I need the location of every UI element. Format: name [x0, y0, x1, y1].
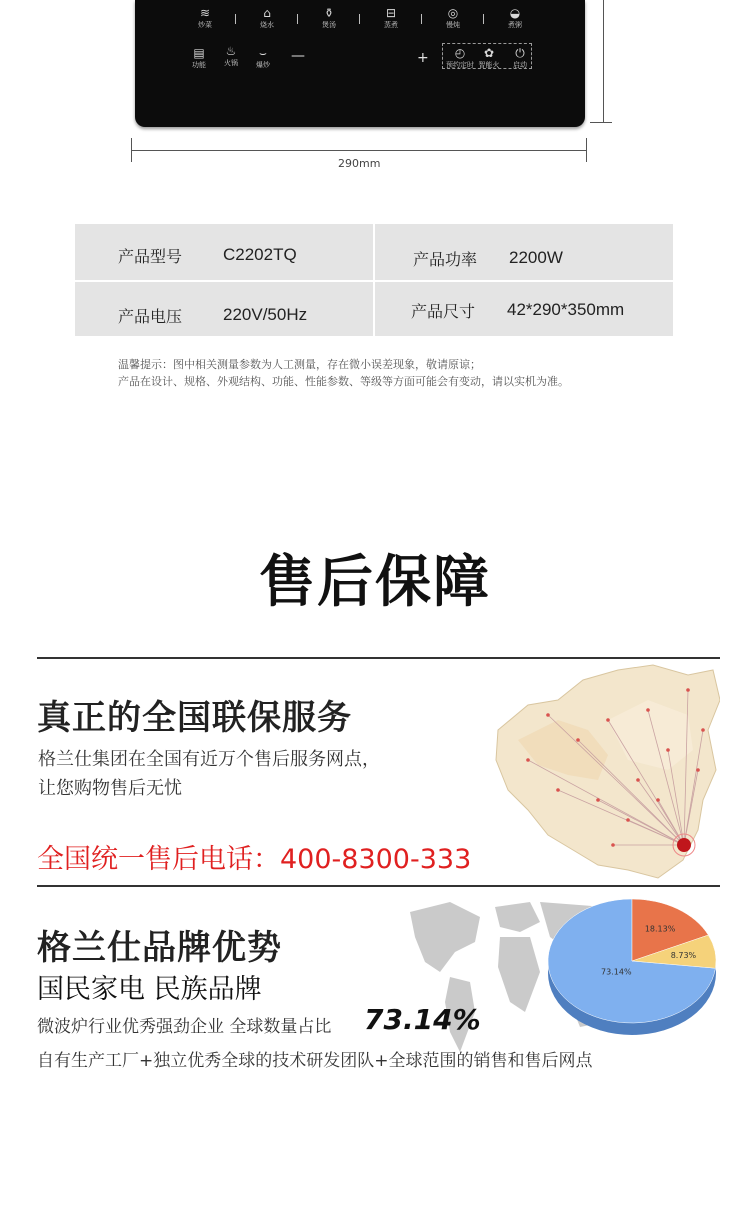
- hotpot-icon: ♨: [225, 44, 237, 58]
- height-dimension-tick: [590, 122, 612, 123]
- divider: [235, 14, 236, 24]
- control-boil-water: [247, 6, 287, 30]
- spec-value-model: C2202TQ: [223, 245, 297, 264]
- service-heading: 真正的全国联保服务: [37, 698, 352, 738]
- control-label: 蒸煮: [384, 21, 398, 29]
- control-stir-fry: [185, 6, 225, 30]
- function-icon: ▤: [193, 46, 205, 60]
- power-icon: ⏻: [515, 46, 525, 60]
- stew-icon: ◎: [447, 6, 459, 20]
- control-label: 功能: [192, 61, 206, 69]
- pie-slice-label: 73.14%: [601, 967, 632, 977]
- plus-button-label: +: [417, 50, 429, 66]
- spec-value-voltage: 220V/50Hz: [223, 305, 308, 324]
- brand-slogan: 国民家电 民族品牌: [37, 974, 262, 1005]
- top-divider: [37, 657, 720, 659]
- spec-label-power: 产品功率: [413, 250, 478, 269]
- control-label: 煮粥: [508, 21, 522, 29]
- brand-share-text: 微波炉行业优秀强劲企业 全球数量占比: [37, 1017, 332, 1037]
- divider: [359, 14, 360, 24]
- spec-label-model: 产品型号: [118, 247, 183, 266]
- control-soup: [309, 6, 349, 30]
- control-label: 火锅: [224, 59, 238, 67]
- brand-footer: 自有生产工厂+独立优秀全球的技术研发团队+全球范围的销售和售后网点: [37, 1051, 593, 1071]
- spec-value-size: 42*290*350mm: [507, 300, 625, 319]
- china-map-illustration: [488, 660, 720, 885]
- service-line-2: 让您购物售后无忧: [38, 778, 182, 799]
- pie-slice-label: 18.13%: [644, 924, 676, 934]
- service-line-1: 格兰仕集团在全国有近万个售后服务网点，: [38, 749, 380, 770]
- divider: [483, 14, 484, 24]
- control-label: 爆炒: [256, 61, 270, 69]
- width-dimension-label: 290mm: [338, 157, 381, 170]
- brand-share-value: 73.14%: [364, 1003, 481, 1036]
- control-label: 烧水: [260, 21, 274, 29]
- control-label: 炒菜: [198, 21, 212, 29]
- kettle-icon: ⌂: [263, 6, 271, 20]
- cooktop-panel: [135, 0, 585, 127]
- divider: [421, 14, 422, 24]
- control-label: 启动: [513, 61, 527, 69]
- service-hotline: 全国统一售后电话：400-8300-333: [37, 844, 472, 875]
- steamer-icon: ⊟: [385, 6, 397, 20]
- spec-value-power: 2200W: [509, 248, 563, 267]
- bowl-icon: ◒: [509, 6, 521, 20]
- spec-table: [75, 224, 673, 336]
- section-title: 售后保障: [259, 550, 491, 615]
- width-dimension-line: [131, 150, 587, 151]
- pot-icon: ⚱: [323, 6, 335, 20]
- divider: [297, 14, 298, 24]
- china-map-icon: [488, 660, 720, 885]
- market-share-pie-chart: [540, 893, 725, 1043]
- middle-divider: [37, 885, 720, 887]
- spec-label-voltage: 产品电压: [118, 307, 183, 326]
- control-steam: [371, 6, 411, 30]
- control-label: 慢炖: [446, 21, 460, 29]
- clock-icon: ◴: [454, 46, 466, 60]
- control-slow-stew: [433, 6, 473, 30]
- control-label: 煲汤: [322, 21, 336, 29]
- control-quick-fry: [243, 46, 283, 70]
- stir-fry-icon: ≋: [199, 6, 211, 20]
- control-porridge: [495, 6, 535, 30]
- brand-heading: 格兰仕品牌优势: [37, 928, 282, 968]
- note-line-1: 温馨提示：图中相关测量参数为人工测量，存在微小误差现象，敬请原谅；: [118, 358, 481, 371]
- wok-icon: ⌣: [259, 46, 267, 60]
- column-divider: [373, 224, 375, 336]
- flame-icon: ✿: [483, 46, 495, 60]
- spec-label-size: 产品尺寸: [411, 302, 476, 321]
- control-label: 预约定时: [446, 61, 474, 69]
- pie-chart-svg: [540, 893, 725, 1043]
- control-start: [500, 46, 540, 70]
- control-label: 智能火: [478, 61, 500, 69]
- note-line-2: 产品在设计、规格、外观结构、功能、性能参数、等级等方面可能会有变动，请以实机为准。: [118, 375, 569, 388]
- pie-slice-label: 8.73%: [670, 950, 697, 960]
- minus-button-label: —: [291, 48, 305, 64]
- height-dimension-line: [603, 0, 604, 122]
